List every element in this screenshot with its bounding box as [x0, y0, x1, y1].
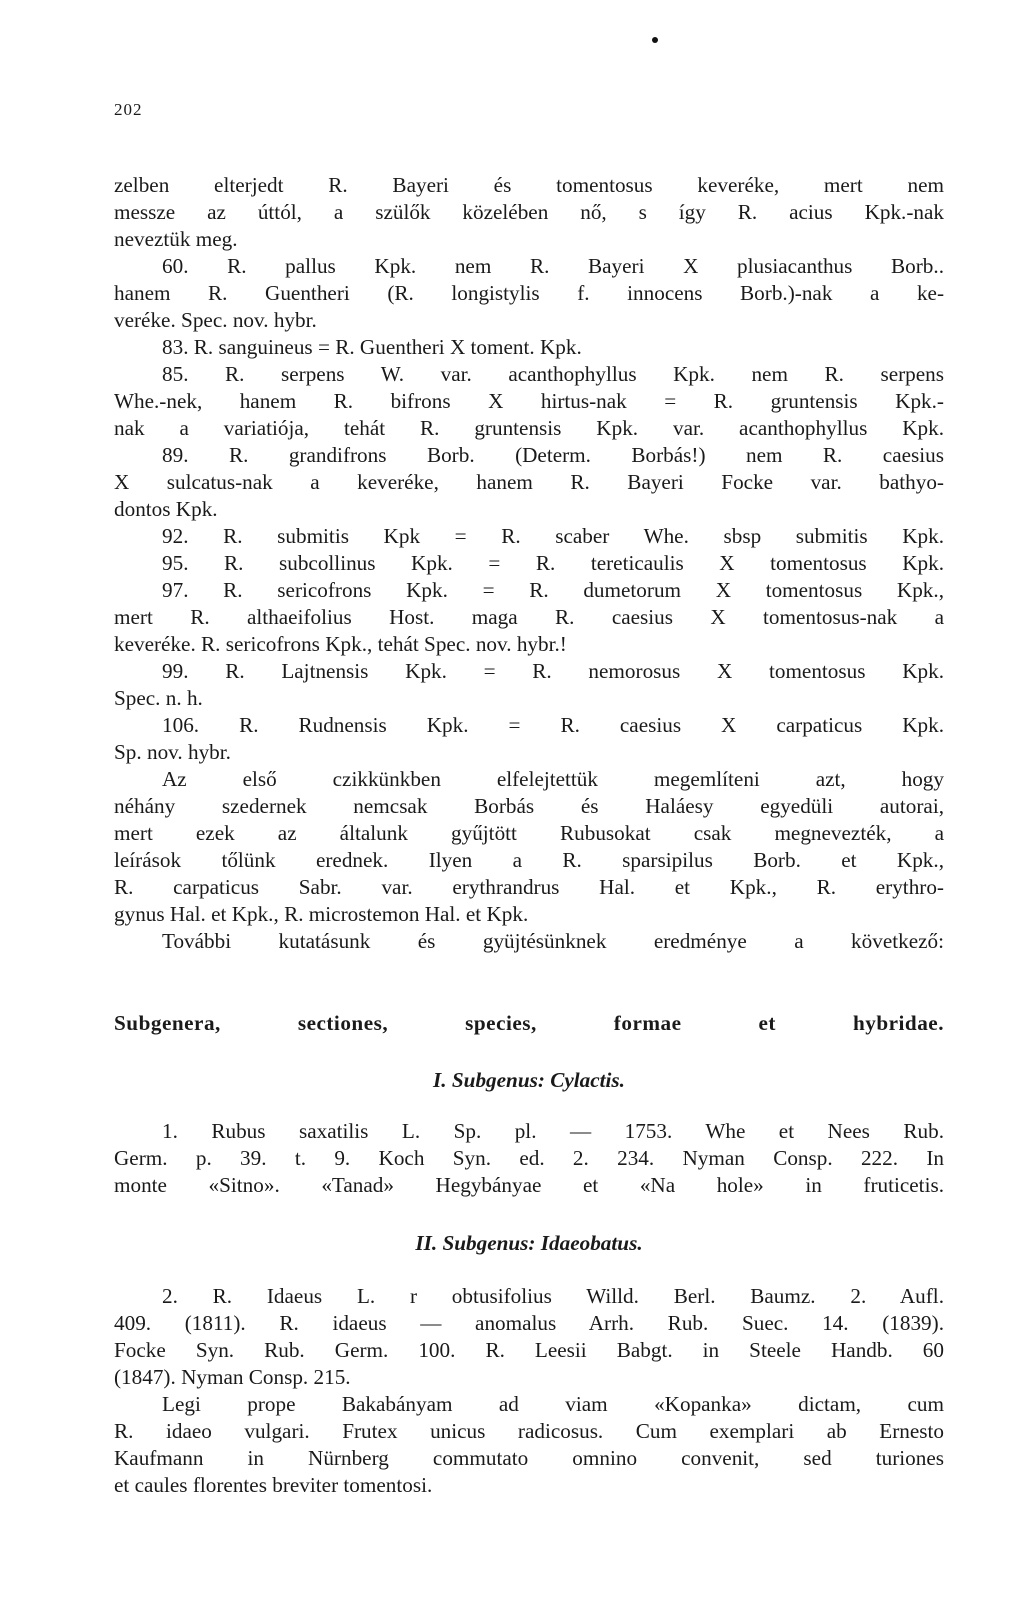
text-line: gynus Hal. et Kpk., R. microstemon Hal. et Kpk. [114, 902, 529, 926]
ink-dot [652, 37, 658, 43]
text-line: Kaufmann in Nürnberg commutato omnino convenit, sed turiones [114, 1446, 944, 1470]
text-line: Sp. nov. hybr. [114, 740, 231, 764]
text-line: monte «Sitno». «Tanad» Hegybányae et «Na hole» in fruticetis. [114, 1173, 944, 1197]
text-line: mert ezek az általunk gyűjtött Rubusokat csak megnevezték, a [114, 821, 944, 845]
subgenus-heading: I. Subgenus: Cylactis. [433, 1068, 625, 1092]
text-line: 1. Rubus saxatilis L. Sp. pl. — 1753. Whe et Nees Rub. [162, 1119, 944, 1143]
text-line: 60. R. pallus Kpk. nem R. Bayeri X plusiacanthus Borb.. [162, 254, 944, 278]
text-line: 97. R. sericofrons Kpk. = R. dumetorum X tomentosus Kpk., [162, 578, 944, 602]
text-line: leírások tőlünk erednek. Ilyen a R. sparsipilus Borb. et Kpk., [114, 848, 944, 872]
text-line: 95. R. subcollinus Kpk. = R. tereticaulis X tomentosus Kpk. [162, 551, 944, 575]
text-line: 2. R. Idaeus L. r obtusifolius Willd. Berl. Baumz. 2. Aufl. [162, 1284, 944, 1308]
text-line: R. carpaticus Sabr. var. erythrandrus Hal. et Kpk., R. erythro- [114, 875, 944, 899]
text-line: Whe.-nek, hanem R. bifrons X hirtus-nak = R. gruntensis Kpk.- [114, 389, 944, 413]
text-line: 83. R. sanguineus = R. Guentheri X toment. Kpk. [162, 335, 582, 359]
text-line: 85. R. serpens W. var. acanthophyllus Kpk. nem R. serpens [162, 362, 944, 386]
text-line: Focke Syn. Rub. Germ. 100. R. Leesii Babgt. in Steele Handb. 60 [114, 1338, 944, 1362]
text-line: (1847). Nyman Consp. 215. [114, 1365, 351, 1389]
subgenus-heading: II. Subgenus: Idaeobatus. [415, 1231, 643, 1255]
text-line: et caules florentes breviter tomentosi. [114, 1473, 433, 1497]
text-line: neveztük meg. [114, 227, 238, 251]
text-line: Spec. n. h. [114, 686, 203, 710]
text-line: Az első czikkünkben elfelejtettük megemlíteni azt, hogy [162, 767, 944, 791]
text-line: keveréke. R. sericofrons Kpk., tehát Spec. nov. hybr.! [114, 632, 567, 656]
text-line: nak a variatiója, tehát R. gruntensis Kpk. var. acanthophyllus Kpk. [114, 416, 944, 440]
text-line: mert R. althaeifolius Host. maga R. caesius X tomentosus-nak a [114, 605, 944, 629]
page-number: 202 [114, 100, 143, 119]
text-line: R. idaeo vulgari. Frutex unicus radicosus. Cum exemplari ab Ernesto [114, 1419, 944, 1443]
text-line: 409. (1811). R. idaeus — anomalus Arrh. Rub. Suec. 14. (1839). [114, 1311, 944, 1335]
text-line: 89. R. grandifrons Borb. (Determ. Borbás!) nem R. caesius [162, 443, 944, 467]
text-line: messze az úttól, a szülők közelében nő, s így R. acius Kpk.-nak [114, 200, 944, 224]
text-line: hanem R. Guentheri (R. longistylis f. innocens Borb.)-nak a ke- [114, 281, 944, 305]
text-line: 92. R. submitis Kpk = R. scaber Whe. sbsp submitis Kpk. [162, 524, 944, 548]
text-line: Germ. p. 39. t. 9. Koch Syn. ed. 2. 234. Nyman Consp. 222. In [114, 1146, 944, 1170]
text-line: zelben elterjedt R. Bayeri és tomentosus keveréke, mert nem [114, 173, 944, 197]
text-line: További kutatásunk és gyüjtésünknek eredménye a következő: [162, 929, 944, 953]
text-line: Legi prope Bakabányam ad viam «Kopanka» dictam, cum [162, 1392, 944, 1416]
text-line: néhány szedernek nemcsak Borbás és Haláesy egyedüli autorai, [114, 794, 944, 818]
section-heading: Subgenera, sectiones, species, formae et hybridae. [114, 1011, 944, 1035]
text-line: X sulcatus-nak a keveréke, hanem R. Bayeri Focke var. bathyo- [114, 470, 944, 494]
text-line: veréke. Spec. nov. hybr. [114, 308, 317, 332]
text-line: dontos Kpk. [114, 497, 218, 521]
text-line: 106. R. Rudnensis Kpk. = R. caesius X carpaticus Kpk. [162, 713, 944, 737]
text-line: 99. R. Lajtnensis Kpk. = R. nemorosus X tomentosus Kpk. [162, 659, 944, 683]
